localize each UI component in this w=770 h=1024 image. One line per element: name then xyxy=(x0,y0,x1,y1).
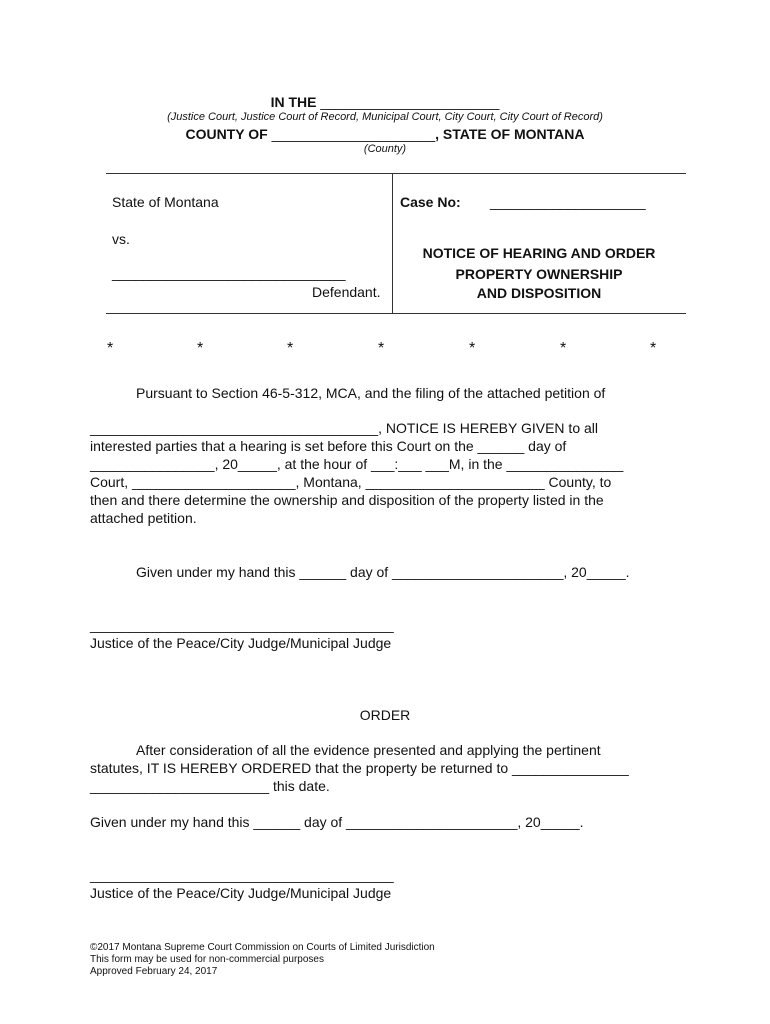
notice-line-1[interactable]: _____________________________________, NOTICE IS HEREBY GIVEN to all xyxy=(90,420,598,436)
state-label: , STATE OF MONTANA xyxy=(435,126,585,142)
separator-star: * xyxy=(287,340,294,357)
court-types-note: (Justice Court, Justice Court of Record, Municipal Court, City Court, City Court of Record) xyxy=(167,111,603,123)
separator-star: * xyxy=(560,340,567,357)
footer-usage: This form may be used for non-commercial purposes xyxy=(90,954,324,965)
separator-star: * xyxy=(107,340,114,357)
county-caption xyxy=(0,126,770,142)
form-title-line2: PROPERTY OWNERSHIP xyxy=(455,266,623,282)
court-caption xyxy=(0,94,770,110)
caption-bottom-rule xyxy=(106,313,686,314)
separator-star: * xyxy=(378,340,385,357)
footer-approved: Approved February 24, 2017 xyxy=(90,966,218,977)
versus-label: vs. xyxy=(112,231,130,247)
case-no-blank[interactable]: ____________________ xyxy=(490,194,646,210)
notice-line-2[interactable]: interested parties that a hearing is set before this Court on the ______ day of xyxy=(90,438,567,454)
order-given-line[interactable]: Given under my hand this ______ day of ______________________, 20_____. xyxy=(90,814,584,830)
order-line-3[interactable]: _______________________ this date. xyxy=(90,778,330,794)
county-blank[interactable]: _____________________ xyxy=(271,126,436,142)
defendant-label: Defendant. xyxy=(312,284,381,300)
notice-judge-title: Justice of the Peace/City Judge/Municipal Judge xyxy=(90,635,392,651)
notice-line-5: then and there determine the ownership and disposition of the property listed in the xyxy=(90,492,604,508)
notice-line-3[interactable]: ________________, 20_____, at the hour of ___:___ ___M, in the _______________ xyxy=(90,456,624,472)
separator-star: * xyxy=(197,340,204,357)
county-of-label: COUNTY OF xyxy=(185,126,268,142)
notice-line-6: attached petition. xyxy=(90,510,197,526)
footer-copyright: ©2017 Montana Supreme Court Commission on Courts of Limited Jurisdiction xyxy=(90,942,435,953)
county-note: (County) xyxy=(363,143,407,155)
case-no-label: Case No: xyxy=(400,194,461,210)
order-signature-line[interactable]: _______________________________________ xyxy=(90,867,394,883)
separator-star: * xyxy=(469,340,476,357)
court-name-blank[interactable]: _______________________ xyxy=(320,94,500,110)
form-title-line1: NOTICE OF HEARING AND ORDER xyxy=(422,245,656,261)
notice-given-line[interactable]: Given under my hand this ______ day of ______________________, 20_____. xyxy=(136,564,630,580)
notice-line-4[interactable]: Court, _____________________, Montana, _______________________ County, to xyxy=(90,474,612,490)
order-heading: ORDER xyxy=(359,707,411,723)
plaintiff-name: State of Montana xyxy=(112,194,219,210)
in-the-label: IN THE xyxy=(270,94,317,110)
separator-star: * xyxy=(650,340,657,357)
defendant-name-blank[interactable]: ______________________________ xyxy=(112,265,346,281)
caption-top-rule xyxy=(106,173,686,174)
order-line-1: After consideration of all the evidence presented and applying the pertinent xyxy=(136,742,601,758)
order-judge-title: Justice of the Peace/City Judge/Municipal Judge xyxy=(90,885,392,901)
notice-intro: Pursuant to Section 46-5-312, MCA, and the filing of the attached petition of xyxy=(136,385,606,401)
form-title-line3: AND DISPOSITION xyxy=(476,285,602,301)
notice-signature-line[interactable]: _______________________________________ xyxy=(90,617,394,633)
order-line-2[interactable]: statutes, IT IS HEREBY ORDERED that the property be returned to _______________ xyxy=(90,760,629,776)
